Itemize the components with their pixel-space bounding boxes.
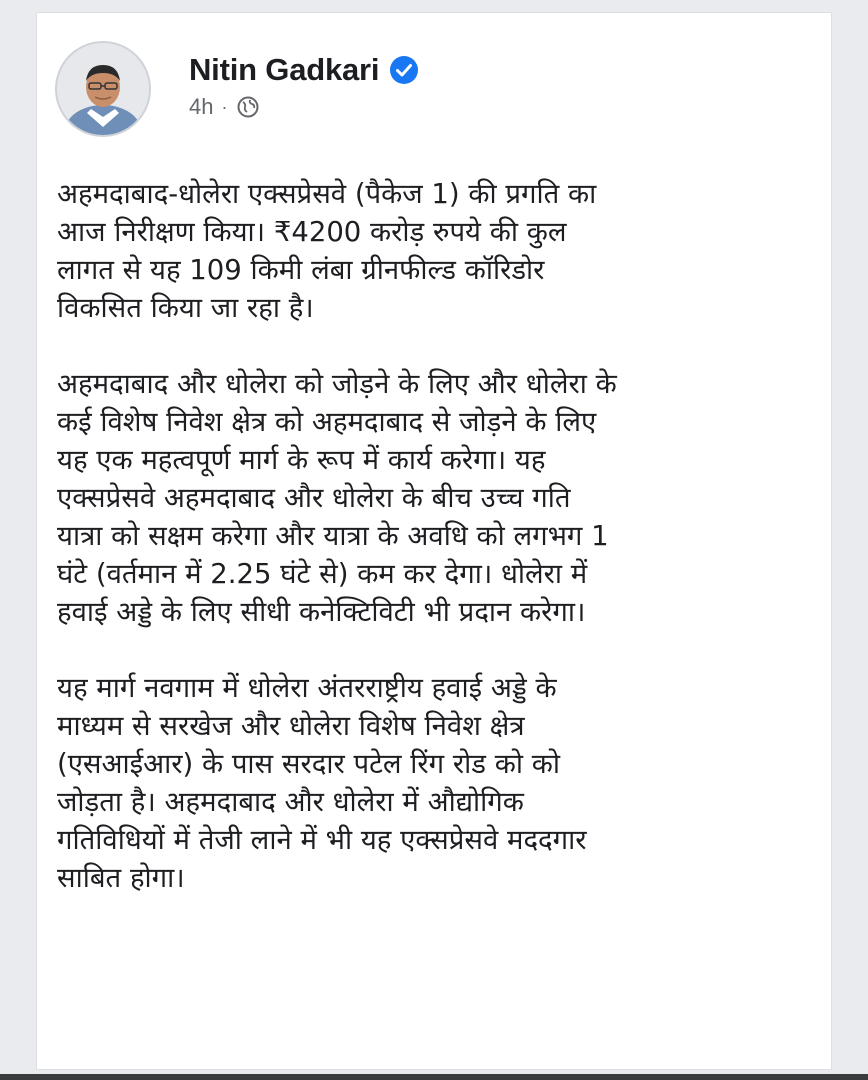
post-paragraph-1: अहमदाबाद-धोलेरा एक्सप्रेसवे (पैकेज 1) की प्रगति का आज निरीक्षण किया। ₹4200 करोड़ रुपये की कुल लागत से यह 109 किमी लंबा ग्रीनफील्ड कॉरिडोर विकसित किया जा रहा है।	[57, 178, 597, 324]
post-body	[57, 175, 827, 935]
avatar[interactable]	[55, 41, 151, 137]
verified-badge-icon	[389, 55, 419, 85]
post-paragraph-3: यह मार्ग नवगाम में धोलेरा अंतरराष्ट्रीय हवाई अड्डे के माध्यम से सरखेज और धोलेरा विशेष निवेश क्षेत्र (एसआईआर) के पास सरदार पटेल रिंग रोड को को जोड़ता है। अहमदाबाद और धोलेरा में औद्योगिक गतिविधियों में तेजी लाने में भी यह एक्सप्रेसवे मददगार साबित होगा।	[57, 672, 587, 894]
author-name[interactable]: Nitin Gadkari	[189, 52, 380, 87]
meta-separator: ·	[221, 96, 228, 117]
post-card	[36, 12, 832, 1070]
post-header	[55, 41, 419, 137]
post-paragraph-2: अहमदाबाद और धोलेरा को जोड़ने के लिए और धोलेरा के कई विशेष निवेश क्षेत्र को अहमदाबाद से जोड़ने के लिए यह एक महत्वपूर्ण मार्ग के रूप में कार्य करेगा। यह एक्सप्रेसवे अहमदाबाद और धोलेरा के बीच उच्च गति यात्रा को सक्षम करेगा और यात्रा के अवधि को लगभग 1 घंटे (वर्तमान में 2.25 घंटे से) कम कर देगा। धोलेरा में हवाई अड्डे के लिए सीधी कनेक्टिविटी भी प्रदान करेगा।	[57, 368, 617, 628]
post-meta	[189, 52, 419, 120]
author-row	[189, 52, 419, 88]
avatar-photo-icon	[57, 43, 149, 135]
globe-icon[interactable]	[237, 96, 259, 118]
post-time[interactable]: 4h	[189, 94, 214, 119]
bottom-edge-bar	[0, 1074, 868, 1080]
post-timestamp-row	[189, 94, 419, 120]
